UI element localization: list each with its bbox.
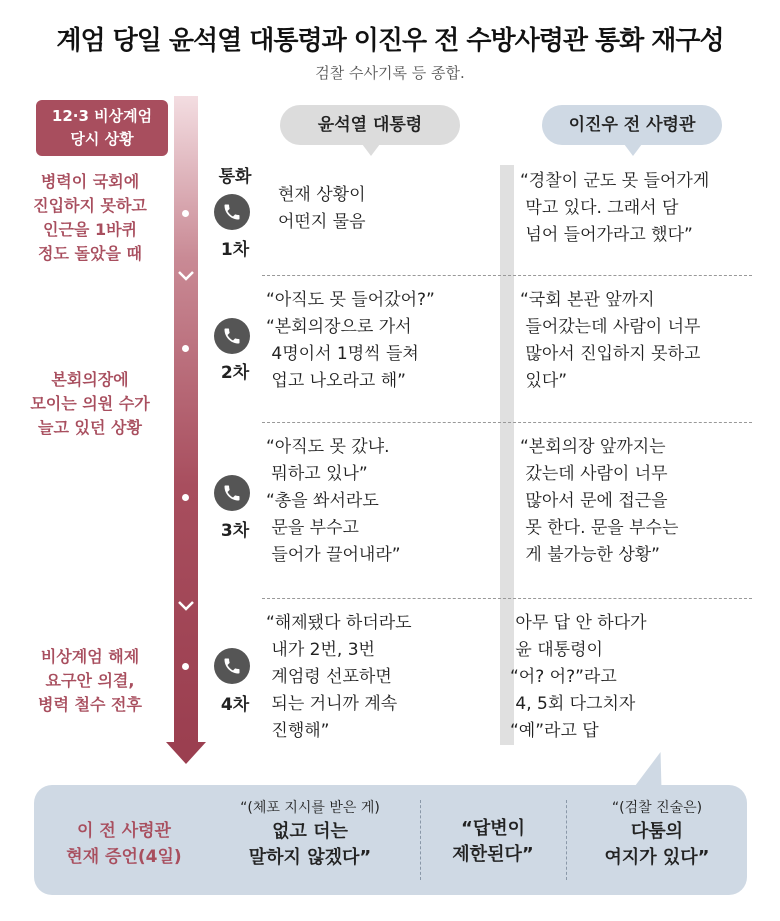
situation-line: 인근을 1바퀴 [43, 220, 137, 239]
lee-quote: 아무 답 안 하다가 윤 대통령이 “어? 어?”라고 4, 5회 다그치자 “예”라고 답 [510, 613, 647, 741]
call-label: 3차 [220, 521, 250, 541]
quote-line: 여지가 있다” [604, 847, 710, 868]
situation-line: 진입하지 못하고 [33, 196, 147, 215]
situation-line: 병력이 국회에 [40, 172, 140, 191]
quote-line: 말하지 않겠다” [248, 847, 372, 868]
chevron-down-icon [176, 270, 196, 282]
quote-prefix: “(검찰 진술은) [611, 800, 703, 816]
testimony-label [44, 818, 204, 870]
situation-2 [10, 368, 170, 440]
call-label: 4차 [220, 695, 250, 715]
speaker-lee-pill: 이진우 전 사령관 [542, 105, 722, 145]
chevron-down-icon [176, 600, 196, 612]
page-title: 계엄 당일 윤석열 대통령과 이진우 전 수방사령관 통화 재구성 [56, 26, 724, 56]
phone-icon [214, 648, 250, 684]
lee-quote: “경찰이 군도 못 들어가게 막고 있다. 그래서 담 넘어 들어가라고 했다” [520, 171, 710, 245]
situation-line: 본회의장에 [51, 370, 129, 389]
call-label: 2차 [220, 363, 250, 383]
pill-tail [362, 144, 380, 156]
situation-1 [10, 170, 170, 266]
situation-header-badge [36, 100, 168, 156]
testimony-quote-3 [574, 797, 740, 871]
page-subtitle: 검찰 수사기록 등 종합. [315, 64, 465, 82]
phone-icon [214, 194, 250, 230]
timeline-dot [182, 494, 189, 501]
yoon-quote: 현재 상황이 어떤지 물음 [278, 185, 366, 232]
call-divider [262, 422, 752, 423]
yoon-quote: “아직도 못 갔냐. 뭐하고 있나” “총을 쏴서라도 문을 부수고 들어가 끌어내라” [266, 437, 401, 565]
phone-icon [214, 318, 250, 354]
situation-line: 요구안 의결, [45, 671, 135, 690]
timeline-dot [182, 345, 189, 352]
quote-line: “답변이 [461, 818, 525, 839]
yoon-quote: “해제됐다 하더라도 내가 2번, 3번 계엄령 선포하면 되는 거니까 계속 진행해” [266, 613, 412, 741]
bubble-tail [633, 752, 674, 788]
testimony-label-line: 현재 증언(4일) [66, 847, 182, 867]
situation-line: 정도 돌았을 때 [38, 244, 142, 263]
lee-quote: “본회의장 앞까지는 갔는데 사람이 너무 많아서 문에 접근을 못 한다. 문을 부수는 게 불가능한 상황” [520, 437, 679, 565]
pill-tail [624, 144, 642, 156]
call-label: 1차 [220, 240, 250, 260]
situation-line: 늘고 있던 상황 [38, 418, 142, 437]
quote-line: 다툼의 [630, 821, 684, 842]
yoon-quote: “아직도 못 들어갔어?” “본회의장으로 가서 4명이서 1명씩 들쳐 업고 나오라고 해” [266, 290, 435, 391]
situation-line: 병력 철수 전후 [38, 695, 142, 714]
situation-header-line1: 12·3 비상계엄 [51, 107, 153, 125]
call-header: 통화 [218, 167, 252, 187]
quote-separator [566, 800, 567, 880]
situation-3 [10, 645, 170, 717]
quote-prefix: “(체포 지시를 받은 게) [240, 800, 380, 816]
situation-header-line2: 당시 상황 [70, 130, 134, 148]
timeline-dot [182, 210, 189, 217]
testimony-label-line: 이 전 사령관 [77, 821, 171, 841]
call-divider [262, 598, 752, 599]
timeline-arrow-icon [166, 742, 206, 764]
testimony-quote-1 [210, 797, 410, 871]
situation-line: 비상계엄 해제 [40, 647, 140, 666]
quote-line: 제한된다” [452, 844, 534, 865]
timeline-bar [174, 96, 198, 746]
quote-separator [420, 800, 421, 880]
situation-line: 모이는 의원 수가 [30, 394, 150, 413]
speaker-yoon-pill: 윤석열 대통령 [280, 105, 460, 145]
testimony-quote-2 [428, 816, 558, 868]
call-divider [262, 275, 752, 276]
phone-icon [214, 475, 250, 511]
lee-quote: “국회 본관 앞까지 들어갔는데 사람이 너무 많아서 진입하지 못하고 있다” [520, 290, 701, 391]
timeline-dot [182, 663, 189, 670]
quote-line: 없고 더는 [272, 821, 348, 842]
